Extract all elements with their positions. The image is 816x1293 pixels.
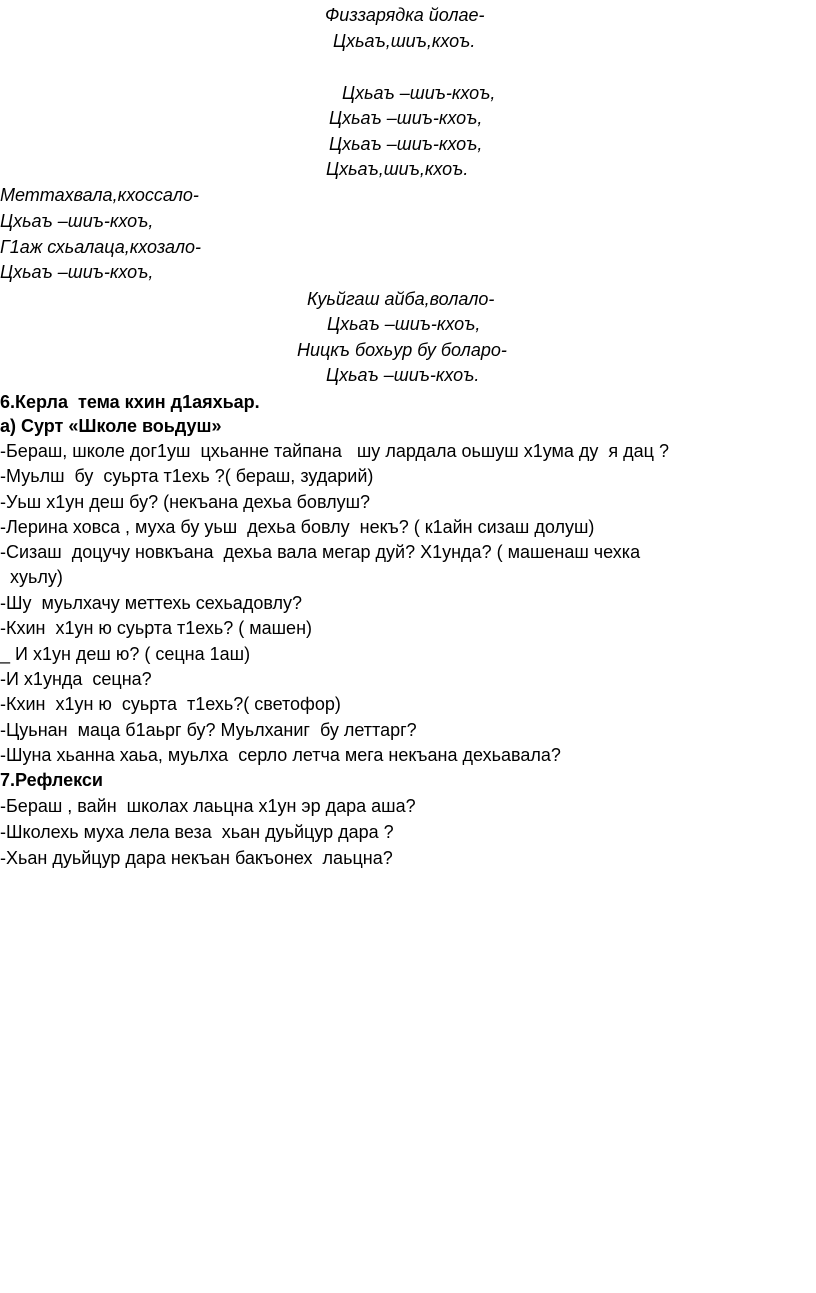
stanza2-line-3: Г1аж схьалаца,кхозало- (0, 237, 201, 257)
stanza2-line-2: Цхьаъ –шиъ-кхоъ, (0, 211, 154, 231)
section7-heading: 7.Рефлекси (0, 770, 103, 790)
poem-refrain: Цхьаъ,шиъ,кхоъ. (333, 31, 476, 51)
section6-line-9: _ И х1ун деш ю? ( сецна 1аш) (0, 644, 251, 664)
section6-heading: 6.Керла тема кхин д1аяхьар. (0, 392, 260, 412)
stanza3-line-2: Цхьаъ –шиъ-кхоъ, (327, 314, 481, 334)
stanza1-line-1: Цхьаъ –шиъ-кхоъ, (342, 83, 496, 103)
section6-line-8: -Кхин х1ун ю суьрта т1ехь? ( машен) (0, 618, 313, 638)
section6-line-2: -Муьлш бу суьрта т1ехь ?( бераш, зударий) (0, 466, 374, 486)
section6-line-1: -Бераш, школе дог1уш цхьанне тайпана шу лардала оьшуш х1ума ду я дац ? (0, 441, 670, 461)
section6-line-11: -Кхин х1ун ю суьрта т1ехь?( светофор) (0, 694, 341, 714)
section6-line-6: хуьлу) (0, 567, 63, 587)
stanza1-line-3: Цхьаъ –шиъ-кхоъ, (329, 134, 483, 154)
section6-line-13: -Шуна хьанна хаьа, муьлха серло летча мега некъана дехьавала? (0, 745, 561, 765)
section6-line-10: -И х1унда сецна? (0, 669, 152, 689)
section7-line-2: -Школехь муха лела веза хьан дуьйцур дара ? (0, 822, 394, 842)
poem-title: Физзарядка йолае- (325, 5, 485, 25)
section6-line-5: -Сизаш доцучу новкъана дехьа вала мегар дуй? Х1унда? ( машенаш чехка (0, 542, 641, 562)
stanza3-line-4: Цхьаъ –шиъ-кхоъ. (326, 365, 480, 385)
stanza1-line-4: Цхьаъ,шиъ,кхоъ. (326, 159, 469, 179)
stanza2-line-1: Меттахвала,кхоссало- (0, 185, 199, 205)
section6-line-7: -Шу муьлхачу меттехь сехьадовлу? (0, 593, 302, 613)
section6-line-4: -Лерина ховса , муха бу уьш дехьа бовлу некъ? ( к1айн сизаш долуш) (0, 517, 595, 537)
section7-line-1: -Бераш , вайн школах лаьцна х1ун эр дара аша? (0, 796, 416, 816)
stanza2-line-4: Цхьаъ –шиъ-кхоъ, (0, 262, 154, 282)
section6-line-3: -Уьш х1ун деш бу? (некъана дехьа бовлуш? (0, 492, 371, 512)
stanza3-line-1: Куьйгаш айба,волало- (307, 289, 495, 309)
stanza1-line-2: Цхьаъ –шиъ-кхоъ, (329, 108, 483, 128)
section6-subheading: а) Сурт «Школе воьдуш» (0, 416, 222, 436)
section7-line-3: -Хьан дуьйцур дара некъан бакъонех лаьцна? (0, 848, 393, 868)
section6-line-12: -Цуьнан маца б1аьрг бу? Муьлханиг бу леттарг? (0, 720, 417, 740)
stanza3-line-3: Ницкъ бохьур бу боларо- (297, 340, 507, 360)
